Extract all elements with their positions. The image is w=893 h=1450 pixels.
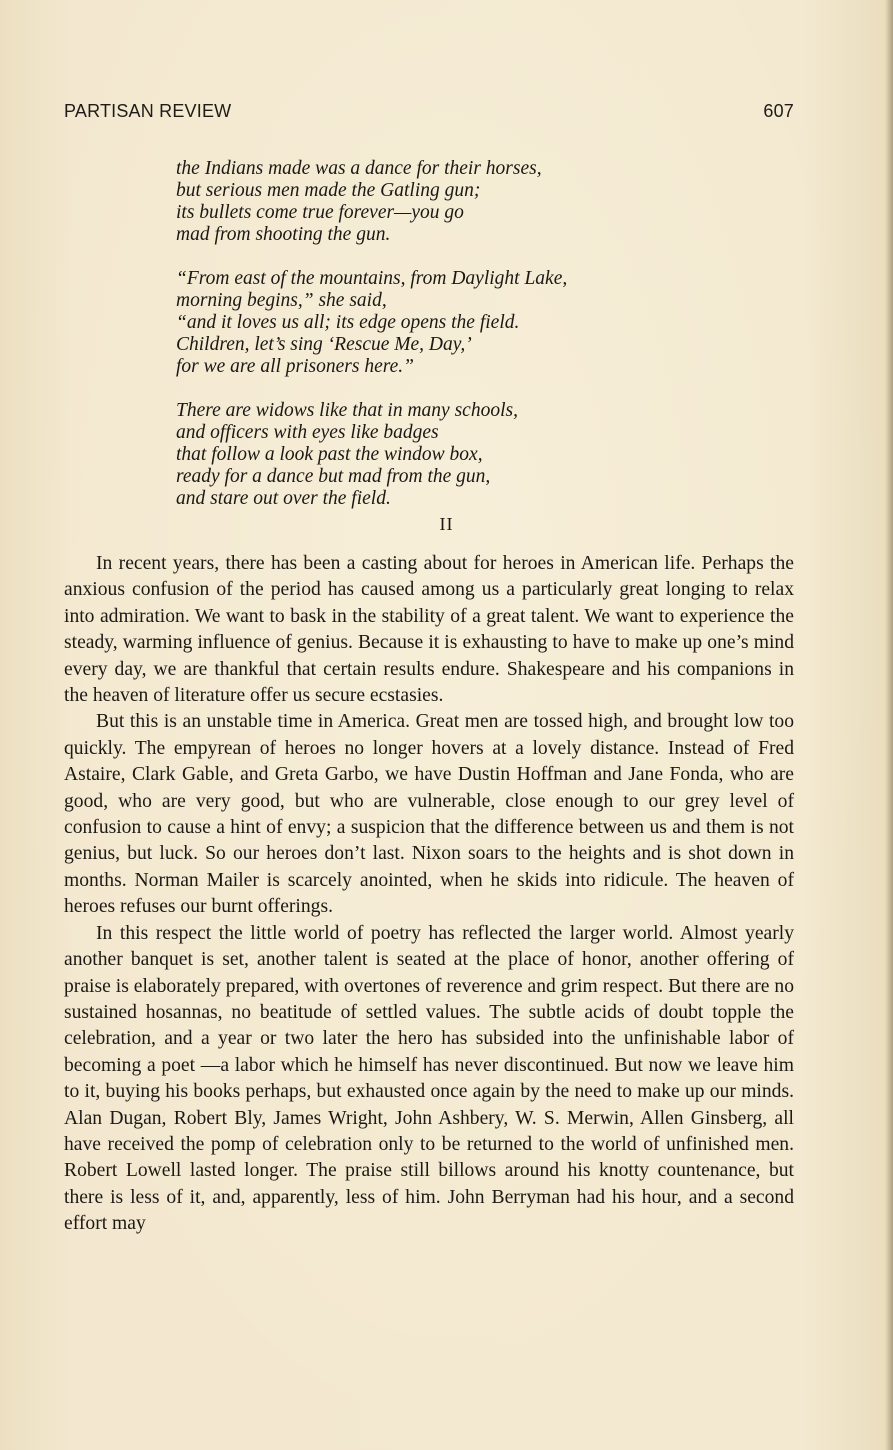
poem-stanza bbox=[176, 158, 736, 246]
poem-line: for we are all prisoners here.” bbox=[176, 356, 414, 377]
page-number: 607 bbox=[763, 101, 794, 121]
poem-line: morning begins,” she said, bbox=[176, 290, 387, 311]
section-heading: II bbox=[439, 514, 454, 534]
poem-line: “From east of the mountains, from Daylight Lake, bbox=[176, 268, 568, 289]
poem-line: Children, let’s sing ‘Rescue Me, Day,’ bbox=[176, 334, 472, 355]
poem-line: the Indians made was a dance for their horses, bbox=[176, 158, 542, 179]
poem-line: There are widows like that in many schools, bbox=[176, 400, 518, 421]
poem-excerpt bbox=[176, 158, 736, 532]
poem-line: but serious men made the Gatling gun; bbox=[176, 180, 481, 201]
poem-stanza bbox=[176, 400, 736, 510]
paragraph: In recent years, there has been a casting about for heroes in American life. Perhaps the anxious confusion of the period has caused among us a particularly great longing to relax into admiration. We want to bask in the stability of a great talent. We want to experience the steady, warming influence of genius. Because it is exhausting to have to make up one’s mind every day, we are thankful that certain results endure. Shakespeare and his companions in the heaven of literature offer us secure ecstasies. bbox=[64, 553, 794, 707]
poem-line: that follow a look past the window box, bbox=[176, 444, 483, 465]
poem-line: its bullets come true forever—you go bbox=[176, 202, 464, 223]
poem-line: ready for a dance but mad from the gun, bbox=[176, 466, 491, 487]
journal-title: PARTISAN REVIEW bbox=[64, 101, 232, 121]
essay-body bbox=[64, 551, 794, 1238]
paragraph: In this respect the little world of poetry has reflected the larger world. Almost yearly another banquet is set, another talent is seated at the place of honor, another offering of praise is elaborately prepared, with overtones of reverence and grim respect. But there are no sustained hosannas, no beatitude of settled values. The subtle acids of doubt topple the celebration, and a year or two later the hero has subsided into the unfinishable labor of becoming a poet —a labor which he himself has never discontinued. But now we leave him to it, buying his books perhaps, but exhausted once again by the need to make up our minds. Alan Dugan, Robert Bly, James Wright, John Ashbery, W. S. Merwin, Allen Ginsberg, all have received the pomp of celebration only to be returned to the world of unfinished men. Robert Lowell lasted longer. The praise still billows around his knotty countenance, but there is less of it, and, apparently, less of him. John Berryman had his hour, and a second effort may bbox=[64, 922, 794, 1235]
poem-line: and officers with eyes like badges bbox=[176, 422, 439, 443]
poem-stanza bbox=[176, 268, 736, 378]
poem-line: mad from shooting the gun. bbox=[176, 224, 391, 245]
running-head bbox=[64, 101, 794, 127]
page-edge-shadow bbox=[885, 0, 893, 1450]
poem-line: “and it loves us all; its edge opens the field. bbox=[176, 312, 520, 333]
paragraph: But this is an unstable time in America. Great men are tossed high, and brought low too quickly. The empyrean of heroes no longer hovers at a lovely distance. Instead of Fred Astaire, Clark Gable, and Greta Garbo, we have Dustin Hoffman and Jane Fonda, who are good, who are very good, but who are vulnerable, close enough to our grey level of confusion to cause a hint of envy; a suspicion that the difference between us and them is not genius, but luck. So our heroes don’t last. Nixon soars to the heights and is shot down in months. Norman Mailer is scarcely anointed, when he skids into ridicule. The heaven of heroes refuses our burnt offerings. bbox=[64, 711, 794, 918]
poem-line: and stare out over the field. bbox=[176, 488, 391, 509]
